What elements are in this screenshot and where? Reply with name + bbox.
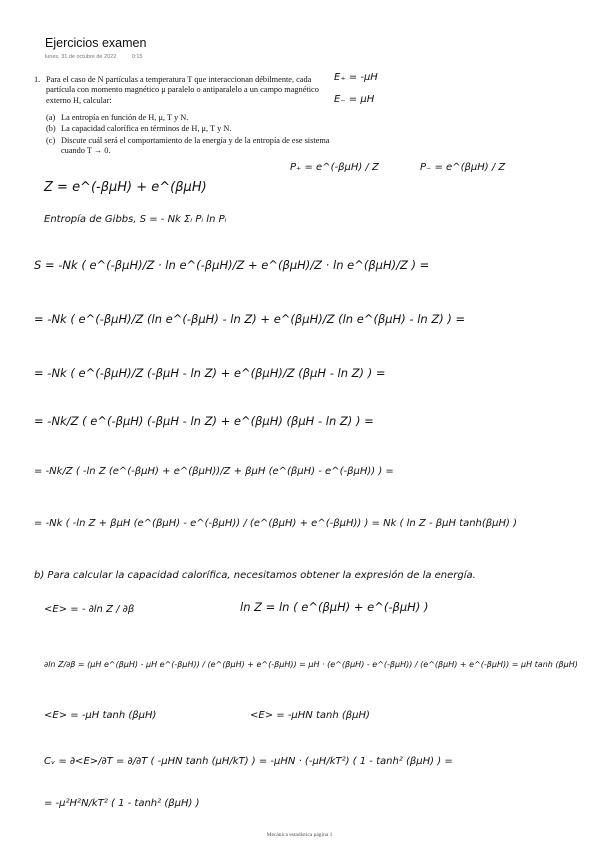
prob-plus: P₊ = e^(-βμH) / Z [290,162,379,173]
page-footer: Mecánica estadística página 1 [266,832,333,838]
problem-item-c: (c) Discute cuál será el comportamiento de la energía y de la entropía de ese sistema cuando T → 0. [46,135,330,156]
problem-number: 1. [34,75,41,84]
heat-capacity: Cᵥ = ∂<E>/∂T = ∂/∂T ( -μHN tanh (μH/kT) ) = -μHN · (-μH/kT²) ( 1 - tanh² (βμH) ) = [44,756,453,767]
page-date: lunes, 31 de octubre de 2022 [45,54,117,60]
problem-text: Para el caso de N partículas a temperatura T que interaccionan débilmente, cada partícula con momento magnético μ paralelo o antiparalelo a un campo magnético externo H, calcular: [46,75,319,105]
partition-function: Z = e^(-βμH) + e^(βμH) [44,180,207,195]
log-partition: ln Z = ln ( e^(βμH) + e^(-βμH) ) [240,600,429,614]
gibbs-entropy: Entropía de Gibbs, S = - Nk Σᵢ Pᵢ ln Pᵢ [44,214,227,225]
prob-minus: P₋ = e^(βμH) / Z [420,162,506,173]
energy-plus: E₊ = -μH [334,72,378,83]
problem-items [46,113,336,158]
mean-energy-def: <E> = - ∂ln Z / ∂β [44,604,135,615]
part-b-intro: b) Para calcular la capacidad calorífica, necesitamos obtener la expresión de la energía. [34,570,476,581]
mean-energy-total: <E> = -μHN tanh (βμH) [250,710,370,721]
entropy-step-3: = -Nk ( e^(-βμH)/Z (-βμH - ln Z) + e^(βμH)/Z (βμH - ln Z) ) = [34,366,386,380]
log-partition-derivative: ∂ln Z/∂β = (μH e^(βμH) - μH e^(-βμH)) / (e^(βμH) + e^(-βμH)) = μH · (e^(βμH) - e^(-βμH)) / (e^(βμH) + e^(-βμH)) = μH tanh (βμH) [44,660,578,669]
energy-minus: E₋ = μH [334,94,375,105]
mean-energy-single: <E> = -μH tanh (βμH) [44,710,157,721]
page-time: 0:15 [131,54,143,60]
entropy-step-1: S = -Nk ( e^(-βμH)/Z · ln e^(-βμH)/Z + e^(βμH)/Z · ln e^(βμH)/Z ) = [34,258,430,272]
problem-item-a: (a) La entropía en función de H, μ, T y N. [46,113,189,122]
page-title: Ejercicios examen [45,36,147,50]
problem-item-b: (b) La capacidad calorífica en términos de H, μ, T y N. [46,124,232,134]
entropy-step-5: = -Nk/Z ( -ln Z (e^(-βμH) + e^(βμH))/Z + βμH (e^(βμH) - e^(-βμH)) ) = [34,466,394,477]
entropy-step-4: = -Nk/Z ( e^(-βμH) (-βμH - ln Z) + e^(βμH) (βμH - ln Z) ) = [34,414,374,428]
entropy-step-2: = -Nk ( e^(-βμH)/Z (ln e^(-βμH) - ln Z) + e^(βμH)/Z (ln e^(βμH) - ln Z) ) = [34,312,466,326]
page-meta [45,54,157,60]
heat-capacity-result: = -μ²H²N/kT² ( 1 - tanh² (βμH) ) [44,798,200,809]
entropy-step-6: = -Nk ( -ln Z + βμH (e^(βμH) - e^(-βμH)) / (e^(βμH) + e^(-βμH)) ) = Nk ( ln Z - βμH tanh(βμH) ) [34,518,518,529]
